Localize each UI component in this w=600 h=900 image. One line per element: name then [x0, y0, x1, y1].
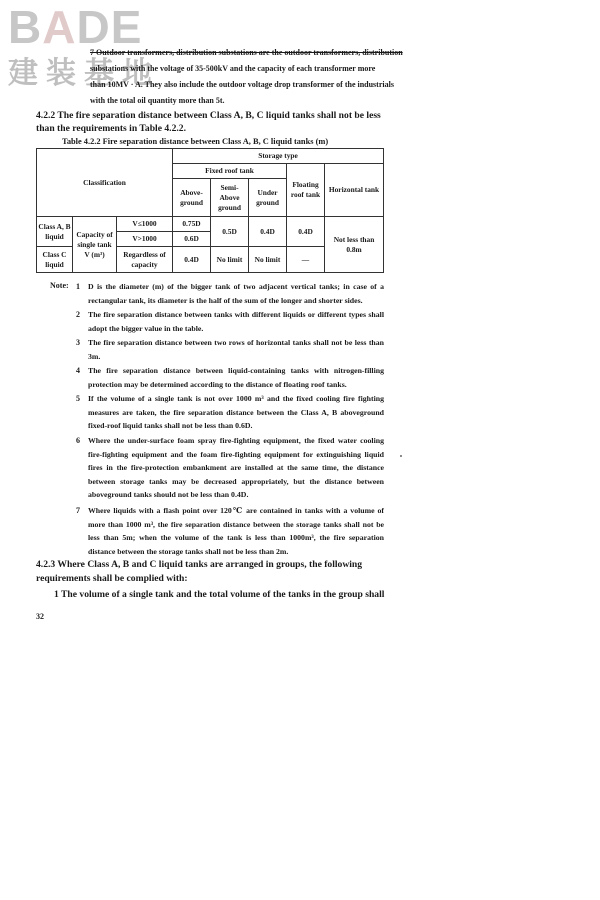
clause-4-2-3-item1: 1 The volume of a single tank and the total volume of the tanks in the group shall [54, 589, 385, 600]
note-4: The fire separation distance between liquid-containing tanks with nitrogen-filling protection may be determined according to the distance of floating roof tanks. [88, 366, 384, 389]
note-number: 5 [76, 394, 80, 403]
header-classification: Classification [37, 149, 173, 217]
page-number: 32 [36, 612, 44, 621]
item7-line1: 7 Outdoor transformers, distribution substations are the outdoor transformers, distribution [90, 48, 403, 57]
item7-line2: substations with the voltage of 35-500kV and the capacity of each transformer more [90, 64, 376, 73]
cell-v-gt-1000: V>1000 [117, 232, 173, 247]
header-underground: Under ground [249, 179, 287, 217]
row-class-c: Class C liquid [37, 247, 73, 273]
cell-ab-semi: 0.5D [211, 217, 249, 247]
item7-line3: than 10MV · A. They also include the outdoor voltage drop transformer of the industrials [90, 80, 394, 89]
fire-separation-table [36, 148, 384, 273]
note-1: D is the diameter (m) of the bigger tank of two adjacent vertical tanks; in case of a rectangular tank, its diameter is the half of the sum of the longer and shorter sides. [88, 282, 384, 305]
clause-4-2-3-line1: 4.2.3 Where Class A, B and C liquid tanks are arranged in groups, the following [36, 559, 363, 570]
table-caption: Table 4.2.2 Fire separation distance between Class A, B, C liquid tanks (m) [62, 137, 329, 146]
note-label: Note: [50, 281, 69, 290]
note-2: The fire separation distance between tanks with different liquids or different types shall adopt the bigger value in the table. [88, 310, 384, 333]
clause-4-2-3-line2: requirements shall be complied with: [36, 573, 188, 584]
cell-c-semi: No limit [211, 247, 249, 273]
watermark-latin: BADE [8, 1, 143, 53]
header-semi-aboveground: Semi-Above ground [211, 179, 249, 217]
cell-r2-aboveground: 0.6D [173, 232, 211, 247]
row-capacity: Capacity of single tank V (m³) [73, 217, 117, 273]
cell-ab-under: 0.4D [249, 217, 287, 247]
header-aboveground: Above-ground [173, 179, 211, 217]
cell-r1-aboveground: 0.75D [173, 217, 211, 232]
clause-4-2-2-line1: 4.2.2 The fire separation distance between Class A, B, C liquid tanks shall not be less [36, 110, 381, 121]
header-fixed-roof: Fixed roof tank [173, 164, 287, 179]
note-5: If the volume of a single tank is not over 1000 m³ and the fixed cooling fire fighting measures are taken, the fire separation distance between the Class A, B aboveground fixed-roof liquid tanks shall not be less than 0.6D. [88, 394, 384, 430]
row-class-ab: Class A, B liquid [37, 217, 73, 247]
note-6: Where the under-surface foam spray fire-fighting equipment, the fixed water cooling fire-fighting equipment and the foam fire-fighting equipment for extinguishing liquid fires in the fire-protection embankment are installed at the same time, the distance between storage tanks may be decreased appropriately, but the distance between aboveground tanks should not be less than 0.4D. [88, 436, 384, 499]
cell-c-floating: — [287, 247, 325, 273]
note-number: 3 [76, 338, 80, 347]
cell-c-aboveground: 0.4D [173, 247, 211, 273]
header-floating-roof: Floating roof tank [287, 164, 325, 217]
cell-v-le-1000: V≤1000 [117, 217, 173, 232]
scan-speck [400, 455, 402, 457]
note-7: Where liquids with a flash point over 120℃ are contained in tanks with a volume of more than 1000 m³, the fire separation distance between the storage tanks shall not be less than 5m; when the volume of the tank is less than 1000m³, the fire separation distance between the storage tanks shall not be less than 2m. [88, 506, 384, 556]
header-storage-type: Storage type [173, 149, 384, 164]
clause-4-2-2-line2: than the requirements in Table 4.2.2. [36, 123, 186, 134]
cell-ab-floating: 0.4D [287, 217, 325, 247]
note-number: 4 [76, 366, 80, 375]
note-number: 6 [76, 436, 80, 445]
note-number: 1 [76, 282, 80, 291]
note-number: 2 [76, 310, 80, 319]
item7-line4: with the total oil quantity more than 5t. [90, 96, 225, 105]
watermark-chinese: 建装基地 [8, 56, 160, 91]
note-number: 7 [76, 506, 80, 515]
cell-c-under: No limit [249, 247, 287, 273]
note-3: The fire separation distance between two rows of horizontal tanks shall not be less than 3m. [88, 338, 384, 361]
header-horizontal: Horizontal tank [325, 164, 384, 217]
cell-regardless: Regardless of capacity [117, 247, 173, 273]
cell-horizontal-value: Not less than 0.8m [325, 217, 384, 273]
